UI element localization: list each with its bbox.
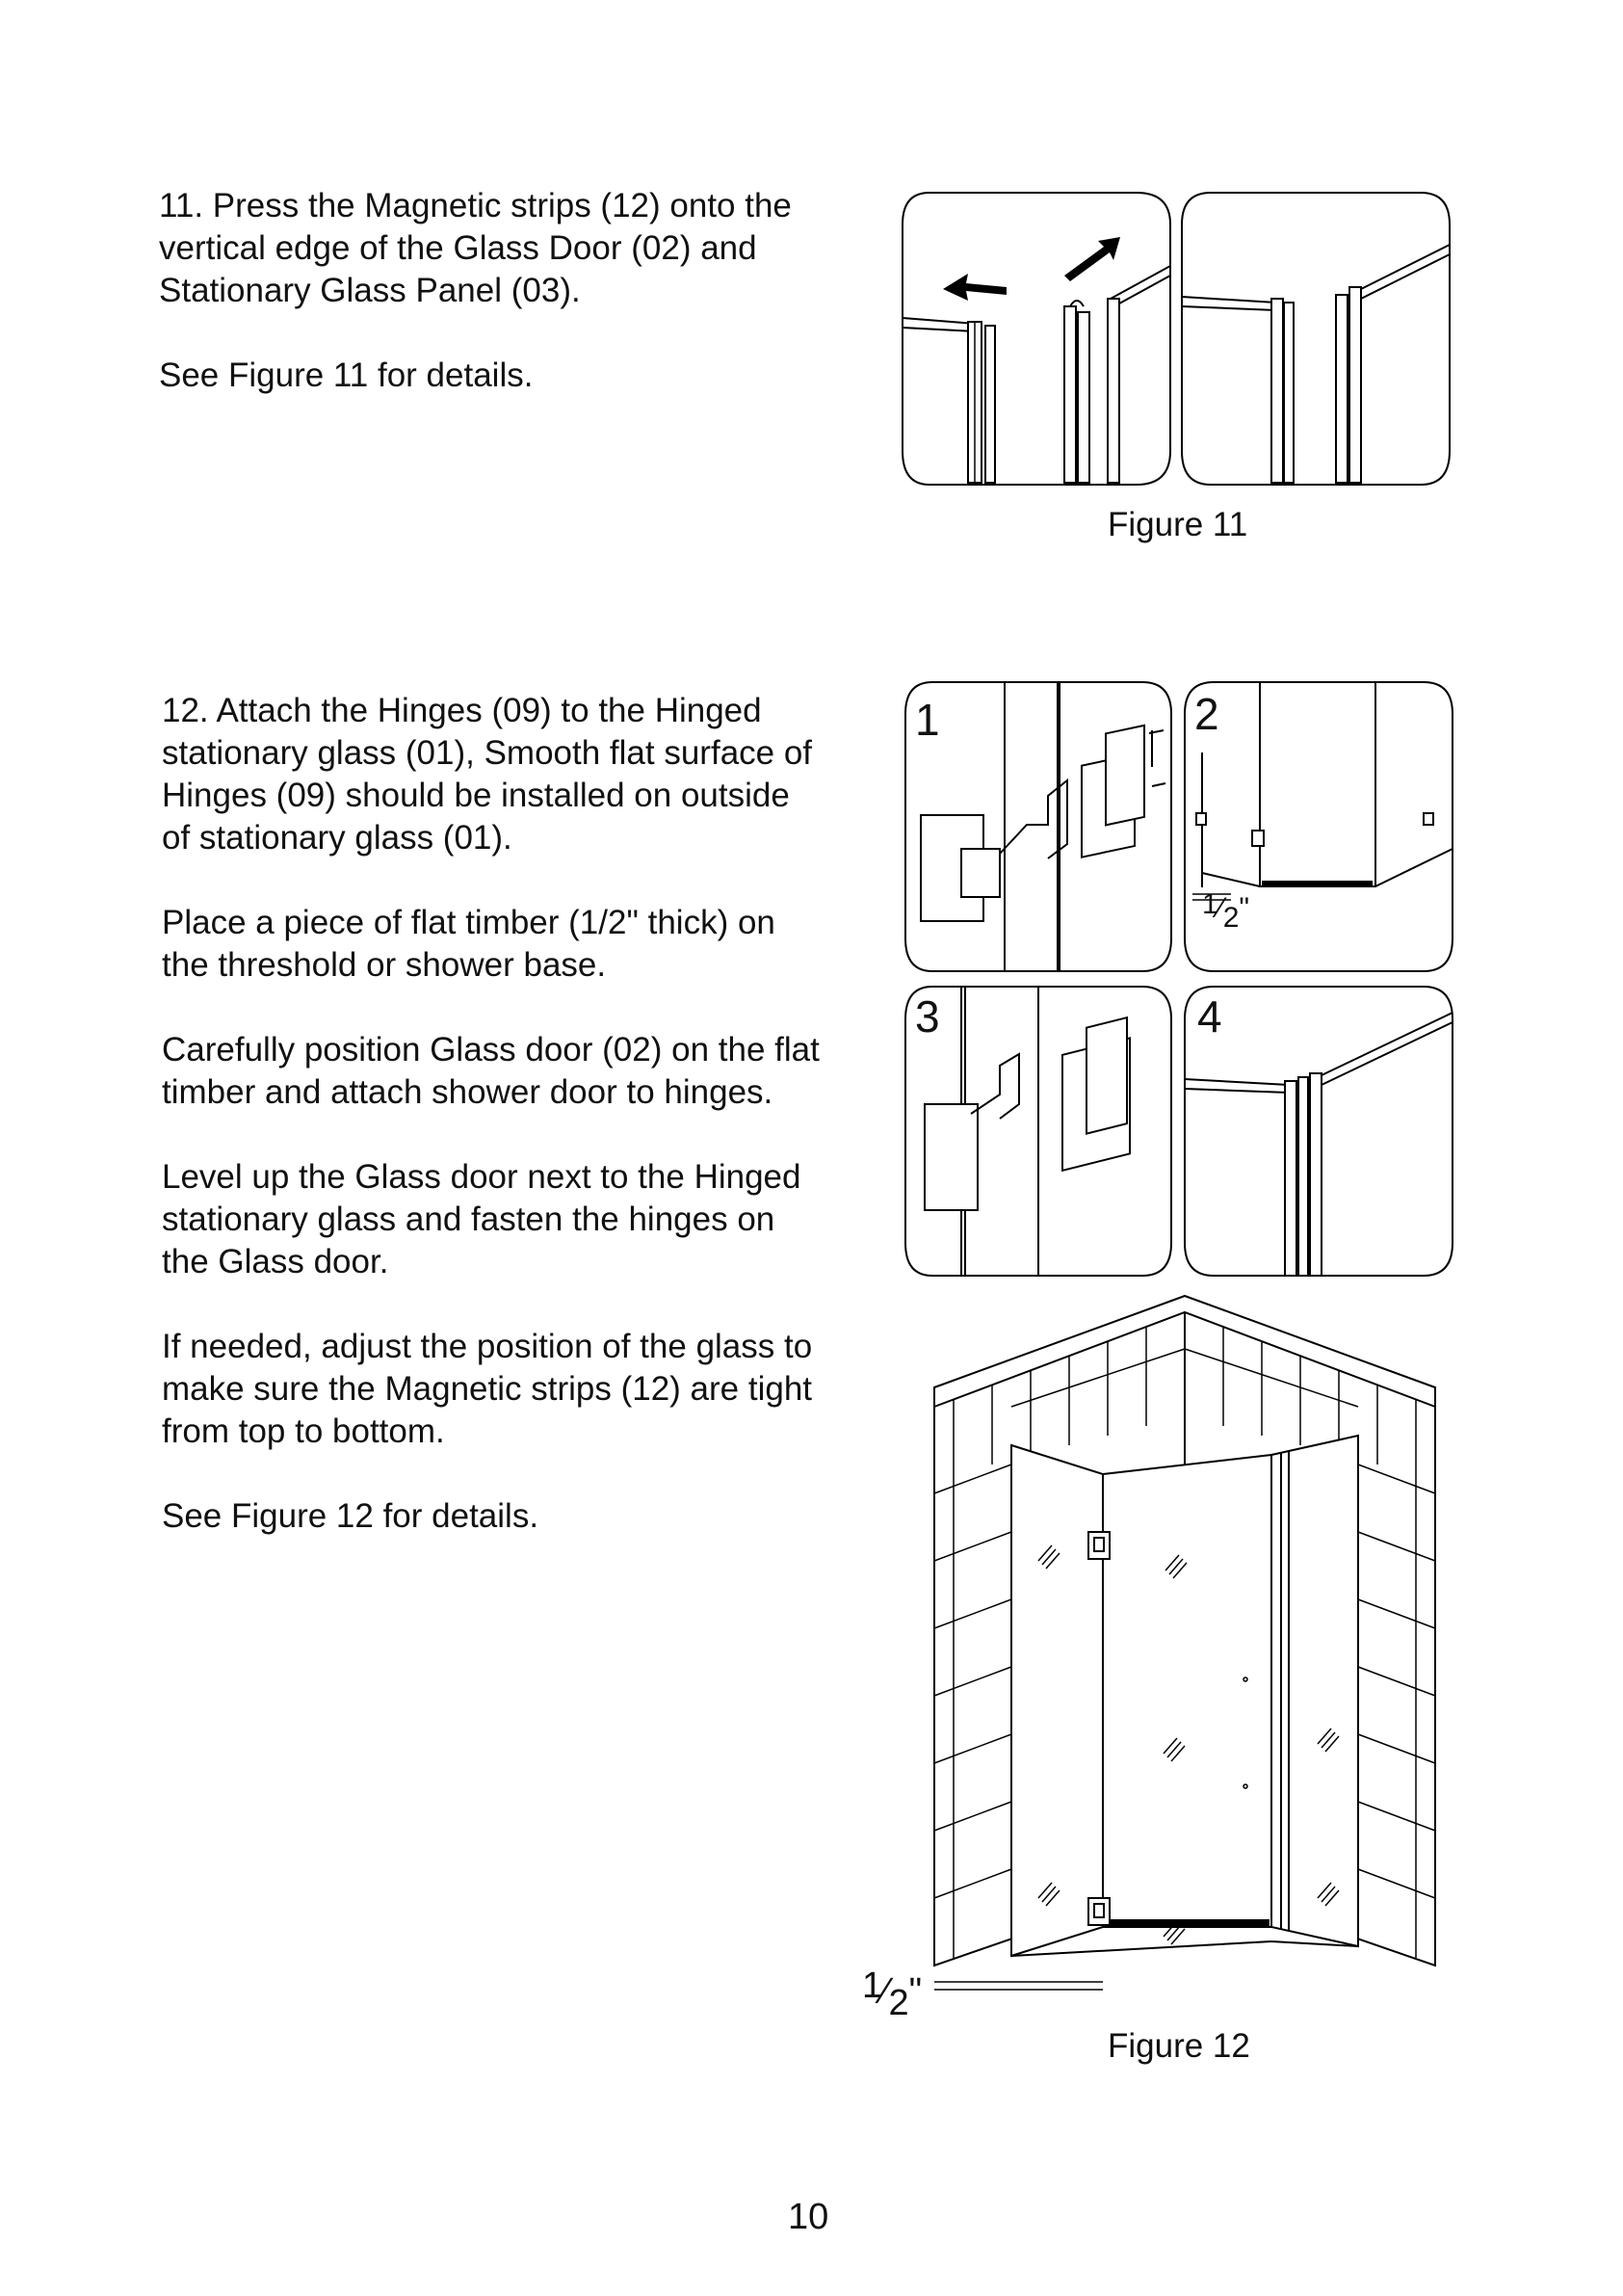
fraction-slash-icon: ⁄	[1217, 892, 1223, 924]
level-line-2: stationary glass and fasten the hinges on	[162, 1201, 775, 1238]
panel-label-4: 4	[1197, 991, 1222, 1042]
arrow-up-right-icon	[1064, 237, 1120, 281]
half-inch-label-detail	[1202, 888, 1250, 934]
step-11-see-figure: See Figure 11 for details.	[159, 356, 534, 394]
adjust-line-3: from top to bottom.	[162, 1412, 445, 1450]
figure-12-enclosure	[857, 1291, 1454, 2023]
stationary-glass-panel	[1271, 1436, 1358, 1946]
glass-door	[1103, 1455, 1271, 1927]
figure-12-caption: Figure 12	[1108, 2027, 1250, 2065]
hinged-stationary-glass	[1011, 1445, 1103, 1956]
half-inch-main-numerator: 1	[862, 1966, 883, 2006]
step-12-text	[162, 690, 820, 1538]
position-line-1: Carefully position Glass door (02) on the flat	[162, 1031, 820, 1069]
half-inch-label-main	[862, 1966, 923, 2023]
page-number: 10	[788, 2197, 829, 2237]
figure-11	[901, 191, 1454, 489]
step-11-line-3: Stationary Glass Panel (03).	[159, 272, 581, 309]
level-line-3: the Glass door.	[162, 1243, 389, 1280]
half-inch-main-denominator: 2	[888, 1983, 909, 2023]
step-11-text	[159, 185, 792, 397]
adjust-line-1: If needed, adjust the position of the glass to	[162, 1328, 813, 1365]
position-line-2: timber and attach shower door to hinges.	[162, 1073, 773, 1111]
step-12-line-2: stationary glass (01), Smooth flat surface of	[162, 734, 813, 772]
step-11-line-2: vertical edge of the Glass Door (02) and	[159, 229, 757, 267]
figure-12-enclosure-drawing	[857, 1291, 1454, 2023]
step-12-line-1: 12. Attach the Hinges (09) to the Hinged	[162, 692, 762, 729]
timber-line-1: Place a piece of flat timber (1/2" thick) on	[162, 904, 775, 941]
adjust-line-2: make sure the Magnetic strips (12) are tight	[162, 1370, 813, 1408]
arrow-left-icon	[943, 274, 1007, 301]
panel-label-1: 1	[915, 695, 940, 745]
timber-line-2: the threshold or shower base.	[162, 946, 607, 984]
figure-11-caption: Figure 11	[1108, 506, 1248, 543]
half-inch-denominator: 2	[1222, 902, 1240, 934]
inch-mark-main: "	[908, 1971, 923, 2012]
panel-label-2: 2	[1194, 689, 1219, 739]
level-line-1: Level up the Glass door next to the Hinged	[162, 1158, 801, 1196]
fraction-slash-main-icon: ⁄	[882, 1971, 889, 2012]
step-12-line-4: of stationary glass (01).	[162, 819, 512, 857]
step-12-see-figure: See Figure 12 for details.	[162, 1497, 539, 1535]
panel-label-3: 3	[915, 991, 940, 1042]
step-12-line-3: Hinges (09) should be installed on outside	[162, 777, 790, 814]
figure-12-detail-drawing	[903, 680, 1454, 1278]
step-11-line-1: 11. Press the Magnetic strips (12) onto the	[159, 187, 792, 224]
inch-mark: "	[1239, 892, 1250, 924]
figure-11-drawing	[901, 191, 1454, 489]
half-inch-numerator: 1	[1202, 888, 1218, 920]
figure-12-detail-panels	[903, 680, 1454, 1278]
